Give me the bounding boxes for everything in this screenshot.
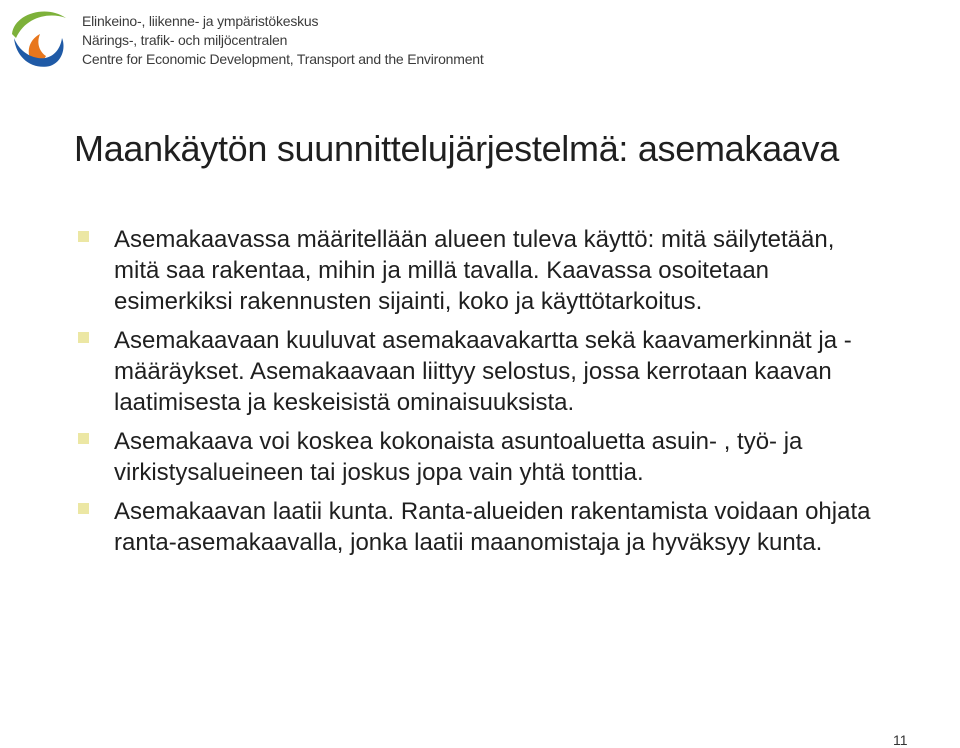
org-name-en: Centre for Economic Development, Transport and the Environment: [82, 51, 484, 67]
bullet-item: [78, 224, 960, 317]
organization-names: [82, 12, 484, 69]
org-name-fi: Elinkeino-, liikenne- ja ympäristökeskus: [82, 13, 319, 29]
bullet-line: Asemakaavaan kuuluvat asemakaavakartta sekä kaavamerkinnät ja -: [114, 327, 852, 354]
bullet-line: esimerkiksi rakennusten sijainti, koko ja käyttötarkoitus.: [114, 288, 703, 315]
bullet-square-icon: [78, 231, 89, 242]
bullet-line: Asemakaava voi koskea kokonaista asuntoaluetta asuin- , työ- ja: [114, 428, 803, 455]
page-number: 11: [893, 732, 908, 748]
bullet-line: määräykset. Asemakaavaan liittyy selostus, jossa kerrotaan kaavan: [114, 358, 832, 385]
bullet-item: [78, 325, 960, 418]
bullet-line: laatimisesta ja keskeisistä ominaisuuksista.: [114, 389, 575, 416]
bullet-square-icon: [78, 503, 89, 514]
bullet-list: [78, 224, 960, 566]
slide-title: Maankäytön suunnittelujärjestelmä: asemakaava: [74, 128, 839, 169]
bullet-square-icon: [78, 332, 89, 343]
bullet-square-icon: [78, 433, 89, 444]
bullet-line: mitä saa rakentaa, mihin ja millä tavalla. Kaavassa osoitetaan: [114, 257, 770, 284]
bullet-item: [78, 426, 960, 488]
bullet-line: Asemakaavassa määritellään alueen tuleva käyttö: mitä säilytetään,: [114, 226, 835, 253]
bullet-line: virkistysalueineen tai joskus jopa vain yhtä tonttia.: [114, 459, 644, 486]
bullet-line: ranta-asemakaavalla, jonka laatii maanomistaja ja hyväksyy kunta.: [114, 529, 823, 556]
org-name-sv: Närings-, trafik- och miljöcentralen: [82, 32, 288, 48]
bullet-item: [78, 496, 960, 558]
ely-centre-logo-icon: [6, 4, 70, 72]
bullet-line: Asemakaavan laatii kunta. Ranta-alueiden rakentamista voidaan ohjata: [114, 498, 871, 525]
